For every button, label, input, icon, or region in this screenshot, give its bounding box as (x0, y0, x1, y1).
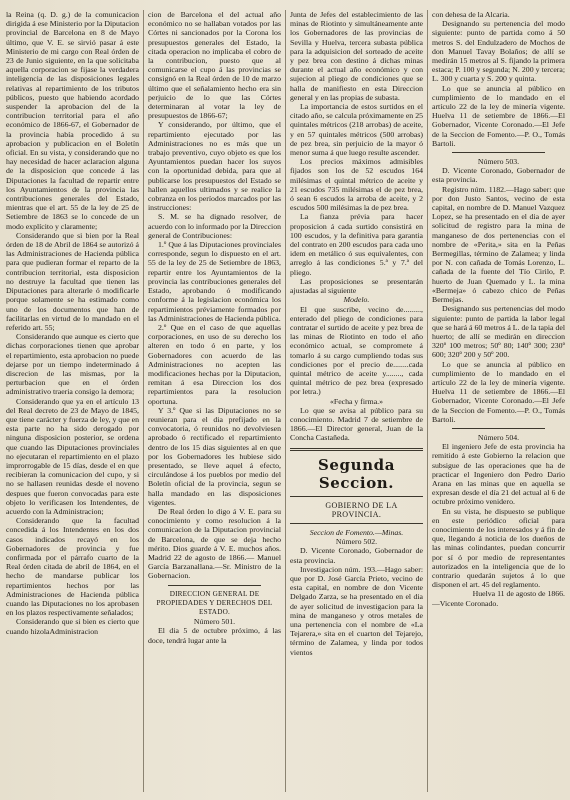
divider (290, 448, 423, 451)
paragraph: Investigacion núm. 193.—Hago saber: que por D. José García Prieto, vecino de esta capital, en nombre de don Vicente Delgado Zarza, se ha presentado en el dia de ayer solicitud de investigacion para la mina de manganeso y otros metales de una pertenencia con el nombre de «La Tejarera,» sita en el cuarton del Tejarejo, término de Zalamea, y linda por todos vientos (290, 564, 423, 657)
paragraph: Considerando que aunque es cierto que dichas corporaciones tienen que aprobar el repartimiento, esta aprobacion no puede dejarse por un tiempo indeterminado á discrecion de las mismas, por la perturbacion que en el órden administrativo traeria consigo la demora; (6, 332, 139, 397)
paragraph: Y considerando, por último, que el repartimiento ejecutado por las Administraciones no es más que un trabajo preventivo, cuyo objeto es que los Ayuntamientos puedan hacer los suyos con la oportunidad debida, para que al publicarse los presupuestos del Estado se hallen aquellos ultimados y se realice la cobranza en los períodos marcados por las instrucciones: (148, 120, 281, 213)
column-divider (285, 10, 286, 792)
divider (452, 152, 545, 153)
paragraph: con dehesa de la Alcaria. (432, 10, 510, 19)
divider (290, 523, 423, 524)
paragraph: Y 3.º Que si las Diputaciones no se reunieran para el dia prefijado en la convocatoria, ó reunidos no devolviesen aprobado ó rectificado el repartimiento dentro de los 15 dias siguientes al en que por los Gobernadores les hubiese sido presentado, se lleve aquel á efecto, circulándose á los pueblos por medio del Boletín oficial de la provincia, segun se halla mandado en las disposiciones vigentes. (148, 405, 281, 507)
paragraph: Lo que se avisa al público para su conocimiento. Madrid 7 de setiembre de 1866.—El Director general, Juan de la Concha Castañeda. (290, 405, 423, 443)
paragraph: Los precios máximos admisibles fijados son los de 52 escudos 164 milésimas el quintal métrico de aceite y 21 escudos 735 milésimas el de pez brea, ó sean 6 escudos la arroba de aceite, y 2 escudos 500 milésimas la de pez brea. (290, 157, 423, 213)
paragraph: Considerando que si bien es cierto que cuando hizolaAdministracion (6, 617, 139, 636)
paragraph: 2.º Que en el caso de que aquellas corporaciones, en uso de su derecho los alteren en todo ó en parte, y los Gobernadores con acuerdo de las Administraciones no acepten las modificaciones hechas por la Diputacion, remitan á esa Direccion los dos repartimientos para la resolucion oportuna. (148, 322, 281, 406)
number-heading: Número 503. (477, 157, 520, 167)
paragraph: La fianza prévia para hacer proposicion á cada surtido consistirá en 100 escudos, y la definitiva para garantia del contrato en 200 escudos para cada uno idem en metálico ó sus equivalentes, con arreglo á las condiciones 5.ª y 7.ª del pliego. (290, 212, 423, 277)
paragraph: Considerando que ya en el artículo 13 del Real decreto de 23 de Mayo de 1845, que tiene carácter y fuerza de ley, y que en esta parte no ha sido derogado por ninguna disposicion posterior, se ordena que cuando las Diputaciones provinciales no ejecutaran el repartimiento en el plazo improrrogable de 15 días, desde el en que recibieran la comunicacion del cupo, y si no se hallasen reunidas desde el noveno despues que fueron convocadas para este objeto lo verificasen los Intendentes, de acuerdo con la Administracion; (6, 396, 139, 516)
paragraph: D. Vicente Coronado, Gobernador de esta provincia. (432, 166, 565, 185)
divider (168, 585, 261, 586)
column-divider (427, 10, 428, 792)
paragraph: Considerando que la facultad concedida á los Intendentes en los dos casos indicados recayó en los Gobernadores de provincia y fue confirmada por el párrafo cuarto de la Real órden citada de abril de 1864, en el hecho de mandarse publicar los repartimientos hechos por las Administraciones de Hacienda pública cuando las Diputaciones no los aprobasen en los plazos respectivamente señalados; (6, 516, 139, 618)
number-heading: Número 501. (193, 617, 236, 627)
paragraph: D. Vicente Coronado, Gobernador de esta provincia. (290, 546, 423, 565)
column-2 (148, 10, 281, 792)
section-heading: DIRECCION GENERAL DE PROPIEDADES Y DERECHOS DEL ESTADO. (156, 589, 273, 616)
section-title: Segunda Seccion. (317, 455, 396, 492)
paragraph: Registro núm. 1182.—Hago saber: que por don Justo Santos, vecino de esta capital, en nombre de D. Manuel Vazquez Lopez, se ha presentado en el dia de ayer solicitud de registro para la mina de manganeso de dos pertenencias con el nombre de «Perita,» sita en la Peñas Bermegillas, término de Zalamea; y linda por N. con cañada de Tomás Lorenzo, L. cañada de la fuente del Tío Cirilo, P. huerto de Juan Quemado y L. la mina «Bermeja» ó cabezo chico de Peñas Bermejas. (432, 184, 565, 305)
paragraph: Las proposiciones se presentarán ajustadas al siguiente (290, 276, 423, 296)
column-1 (6, 10, 139, 792)
column-divider (143, 10, 144, 792)
paragraph: De Real órden lo digo á V. E. para su conocimiento y como resolucion á la comunicacion de la Diputacion provincial de Barcelona, de que se deja hecho mérito. Dios guarde á V. E. muchos años. Madrid 22 de agosto de 1866.— Manuel García Barzanallana.—Sr. Ministro de la Gobernacion. (148, 506, 281, 581)
paragraph: Lo que se anuncia al público en cumplimiento de lo mandado en el artículo 22 de la ley de minería vigente. Huelva 11 de setiembre de 1866.—El Gobernador, Vicente Coronado.—El Jefe de la Seccion de Fomento.—P. O., Tomás Bartoli. (432, 359, 565, 424)
section-line: Seccion de Fomento.—Minas. (309, 527, 404, 537)
column-3 (290, 10, 423, 792)
dateline: Huelva 11 de agosto de 1866. (472, 589, 565, 599)
number-heading: Número 502. (335, 537, 378, 547)
paragraph: cion de Barcelona el del actual año económico no se hallaban votados por las Córtes ni sancionados por la Corona los presupuestos generales del Estado, la citada operacion no implicaba el cobro de la contribucion, puesto que al comunicarse el cupo á las provincias se consignó en la Real órden de 10 de marzo último que el señalamiento hecho era sin perjuicio de lo que las Córtes determinaran al votar la ley de presupuestos de 1866-67; (148, 10, 281, 121)
paragraph: Junta de Jefes del establecimiento de las minas de Riotinto y simultáneamente ante los Gobernadores de las provincias de Sevilla y Huelva, tercera subasta pública para la adquisicion del sorteado de aceite y pez brea con destino á dichas minas durante el actual año económico y con sujecion al pliego de condiciones que se halla de manifiesto en esta Direccion general y en las propias de subasta. (290, 10, 423, 102)
paragraph: Lo que se anuncia al público en cumplimiento de lo mandado en el artículo 22 de la ley de minería vigente. Huelva 11 de setiembre de 1866.—El Gobernador, Vicente Coronado.—El Jefe de la Seccion de Fomento.—P. O., Tomás Bartoli. (432, 83, 565, 148)
divider (452, 428, 545, 429)
model-text: El que suscribe, vecino de........., enterado del pliego de condiciones para contratar el surtido de aceite y pez brea de las minas de Riotinto en todo el año económico actual, se compromete á tomarlo á su cargo cumpliendo todas sus condiciones por el precio de........cada quintal métrico de aceite y........, cada quintal métrico de pez brea (expresado por letra.) (290, 304, 423, 397)
paragraph: S. M. se ha dignado resolver, de acuerdo con lo informado por la Direccion general de Contribuciones: (148, 212, 281, 240)
divider (290, 496, 423, 497)
paragraph: En su vista, he dispuesto se publique en este periódico oficial para conocimiento de los interesados y á fin de que, llegando á noticia de los dueños de las minas colindantes, puedan concurrir por sí ó por medio de representantes autorizados en la inteligencia que de lo contrario quedarán sujetos á lo que disponen el art. 45 del reglamento. (432, 506, 565, 590)
paragraph: El dia 5 de octubre próximo, á las doce, tendrá lugar ante la (148, 626, 281, 645)
paragraph: El ingeniero Jefe de esta provincia ha remitido á este Gobierno la relacion que subsigue de las operaciones que ha de practicar el Ingeniero don Pedro Dario Arana en las minas que en aquella se expresan desde el día 21 del actual al 6 de octubre próximo venidero. (432, 442, 565, 507)
number-heading: Número 504. (477, 432, 520, 442)
government-heading: GOBIERNO DE LA PROVINCIA. (325, 500, 398, 519)
paragraph: la Reina (q. D. g.) de la comunicacion dirigida á ese Ministerio por la Diputacion provincial de Barcelona en 8 de Mayo último, que V. E. se sirvió pasar á este Ministerio de mi cargo con Real órden de 23 de Junio siguiente, en la que solicitaba aquella corporacion se fijase la verdadera inteligencia de las disposiciones legales relativas al repartimiento de los tributos públicos, puesto que habiendo acordado suspender la aprobacion del de la contribucion territorial para el año económico de 1866-67, el Gobernador de la provincia había procedido á su aprobacion y publicacion en el Boletín oficial. En su vista, y considerando que no hay necesidad de hacer aclaracion alguna de la disposicion que concede á las Diputaciones la facultad de repartir entre los Ayuntamientos de la provincia las contribuciones generales del Estado, mientras que el art. 55 de la ley de 25 de Setiembre de 1863 se lo concede de un modo explícito y claramente; (6, 10, 139, 231)
paragraph: Considerando que si bien por la Real órden de 18 de Abril de 1864 se autorizó á las Administraciones de Hacienda pública para que pudieran formar el reparto de la contribucion territorial, esta disposicion no destruye la facultad que tienen las Diputaciones para alterarle ó modificarle porque solamente se ha estimado como uno de los documentos que han de facilitarlas en virtud de lo mandado en el referido art. 55; (6, 230, 139, 332)
paragraph: Designando su pertenencia del modo siguiente: punto de partida como á 50 metros S. del Endulzadero de Mochos de don Manuel Tavay Bolaños; de allí se medirán 15 metros al S. fijando la primera estaca; P. 100 y segunda; N. 200 y tercera; L. 300 y cuarta y S. 200 y quinta. (432, 19, 565, 84)
paragraph: La importancia de estos surtidos en el citado año, se calcula próximamente en 25 quintales métricos (218 arrobas) de aceite, y en 57 quintales métricos (500 arrobas) de pez brea, sin perjuicio de la mayor ó menor suma á que luego resulte ascender. (290, 102, 423, 158)
column-4 (432, 10, 565, 792)
model-label: Modelo. (343, 295, 370, 305)
paragraph: 1.º Que á las Diputaciones provinciales corresponde, segun lo dispuesto en el art. 55 de la ley de 25 de Setiembre de 1863, repartir entre los Ayuntamientos de la provincia las contribuciones generales del Estado, aprobando ó modificando conforme á la legislacion económica los repartimientos préviamente formados por las Administraciones de Hacienda pública. (148, 240, 281, 323)
signature-line: «Fecha y firma.» (329, 396, 384, 406)
signoff: —Vicente Coronado. (432, 598, 499, 608)
paragraph: Designando sus pertenencias del modo siguiente: punto de partida la labor legal que se hará á 60 metros á L. de la tapia del huerto; de allí se medirán en direccion 320º 100 metros; 50º 80; 140º 300; 230º 600; 320º 200 y 50º 200. (432, 304, 565, 360)
